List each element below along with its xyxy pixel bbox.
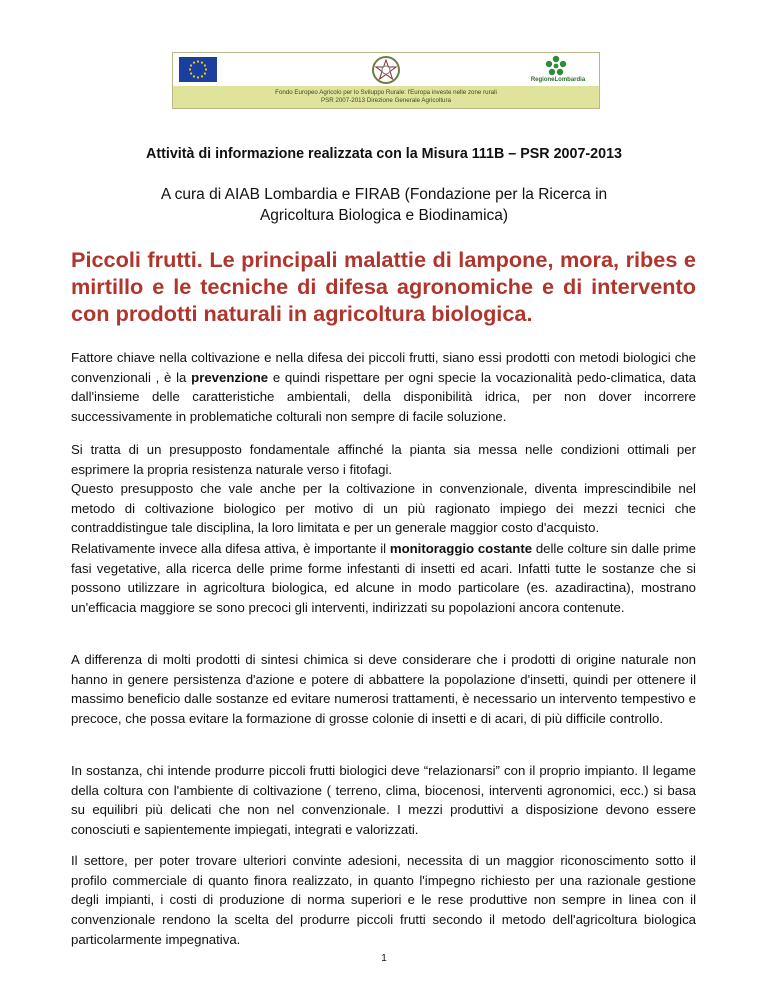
region-name: RegioneLombardia [530, 77, 586, 83]
paragraph-natural-products: A differenza di molti prodotti di sintesi chimica si deve considerare che i prodotti di origine naturale non hanno in genere persistenza d'azione e potere di abbattere la popolazione d'insetti, quindi per ottenere il massimo beneficio dalle sostanze ed evitare numerosi trattamenti, è necessario un intervento tempestivo e precoce, che possa evitare la formazione di grosse colonie di insetti e di acari, di più difficile controllo. [71, 652, 696, 727]
paragraph-text: Relativamente invece alla difesa attiva, è importante il [71, 541, 390, 556]
page-number: 1 [381, 953, 387, 964]
emphasis-prevenzione: prevenzione [191, 369, 269, 385]
banner-line-1: Fondo Europeo Agricolo per lo Sviluppo Rurale: l'Europa investe nelle zone rurali [275, 89, 497, 96]
banner-text-band [173, 86, 599, 108]
paragraph-conventional: Questo presupposto che vale anche per la coltivazione in convenzionale, diventa imprescindibile nel metodo di coltivazione biologico per motivo di un più ragionato impiego dei mezzi tecnici che contraddistingue tale disciplina, la loro limitata e per un generale maggior costo d'acquisto. [71, 481, 696, 536]
credit-block [0, 184, 768, 226]
funding-banner [172, 52, 600, 109]
document-title: Piccoli frutti. Le principali malattie di lampone, mora, ribes e mirtillo e le tecniche di difesa agronomiche e di intervento con prodotti naturali in agricoltura biologica. [71, 247, 696, 326]
credit-line-2: Agricoltura Biologica e Biodinamica) [259, 207, 509, 224]
eu-flag-icon [179, 57, 217, 82]
emphasis-monitoraggio: monitoraggio costante [389, 541, 533, 556]
lombardy-rose-icon [544, 55, 568, 77]
credit-line-1: A cura di AIAB Lombardia e FIRAB (Fondazione per la Ricerca in [160, 186, 608, 203]
paragraph-text: delle colture sin dalle prime fasi vegetative, alla ricerca delle prime forme infestanti di insetti ed acari. Infatti tutte le sostanze che si possono utilizzare in agricoltura biologica, ed alcune in modo particolare (es. azadiractina), mostrano un'efficacia maggiore se sono precoci gli interventi, indirizzati su popolazioni ancora contenute. [71, 541, 696, 616]
banner-line-2: PSR 2007-2013 Direzione Generale Agricoltura [320, 97, 451, 104]
paragraph-premise: Si tratta di un presupposto fondamentale affinché la pianta sia messa nelle condizioni ottimali per esprimere la propria resistenza naturale verso i fitofagi. [71, 442, 696, 477]
banner-logos [173, 53, 599, 86]
paragraph-relationship: In sostanza, chi intende produrre piccoli frutti biologici deve “relazionarsi” con il proprio impianto. Il legame della coltura con l'ambiente di coltivazione ( terreno, clima, biocenosi, interventi agronomici, ecc.) si basa su equilibri più delicati che non nel convenzionale. I mezzi produttivi a disposizione devono essere conosciuti e sapientemente impiegati, integrati e valorizzati. [71, 763, 696, 838]
paragraph-text: e quindi rispettare per ogni specie la vocazionalità pedo-climatica, data dall'insieme delle caratteristiche ambientali, della disponibilità idrica, per non dover incorrere successivamente in problematiche colturali non sempre di facile soluzione. [71, 369, 696, 425]
paragraph-prevention [71, 348, 696, 427]
information-activity-heading: Attività di informazione realizzata con la Misura 111B – PSR 2007-2013 [146, 146, 622, 162]
paragraph-sector: Il settore, per poter trovare ulteriori convinte adesioni, necessita di un maggior riconoscimento sotto il profilo commerciale di quanto finora realizzato, in quanto l'impegno richiesto per una razionale gestione degli impianti, i costi di produzione di norma superiori e le rese produttive non sempre in linea con il convenzionale rendono la scelta del produrre piccoli frutti secondo il metodo dell'agricoltura biologica particolarmente impegnativa. [71, 853, 696, 947]
region-lombardia-logo [530, 55, 586, 87]
paragraph-monitoring [71, 539, 696, 618]
italian-republic-emblem-icon [370, 54, 402, 86]
paragraph-text: Fattore chiave nella coltivazione e nella difesa dei piccoli frutti, siano essi prodotti con metodi biologici che convenzionali , è la [71, 350, 696, 385]
